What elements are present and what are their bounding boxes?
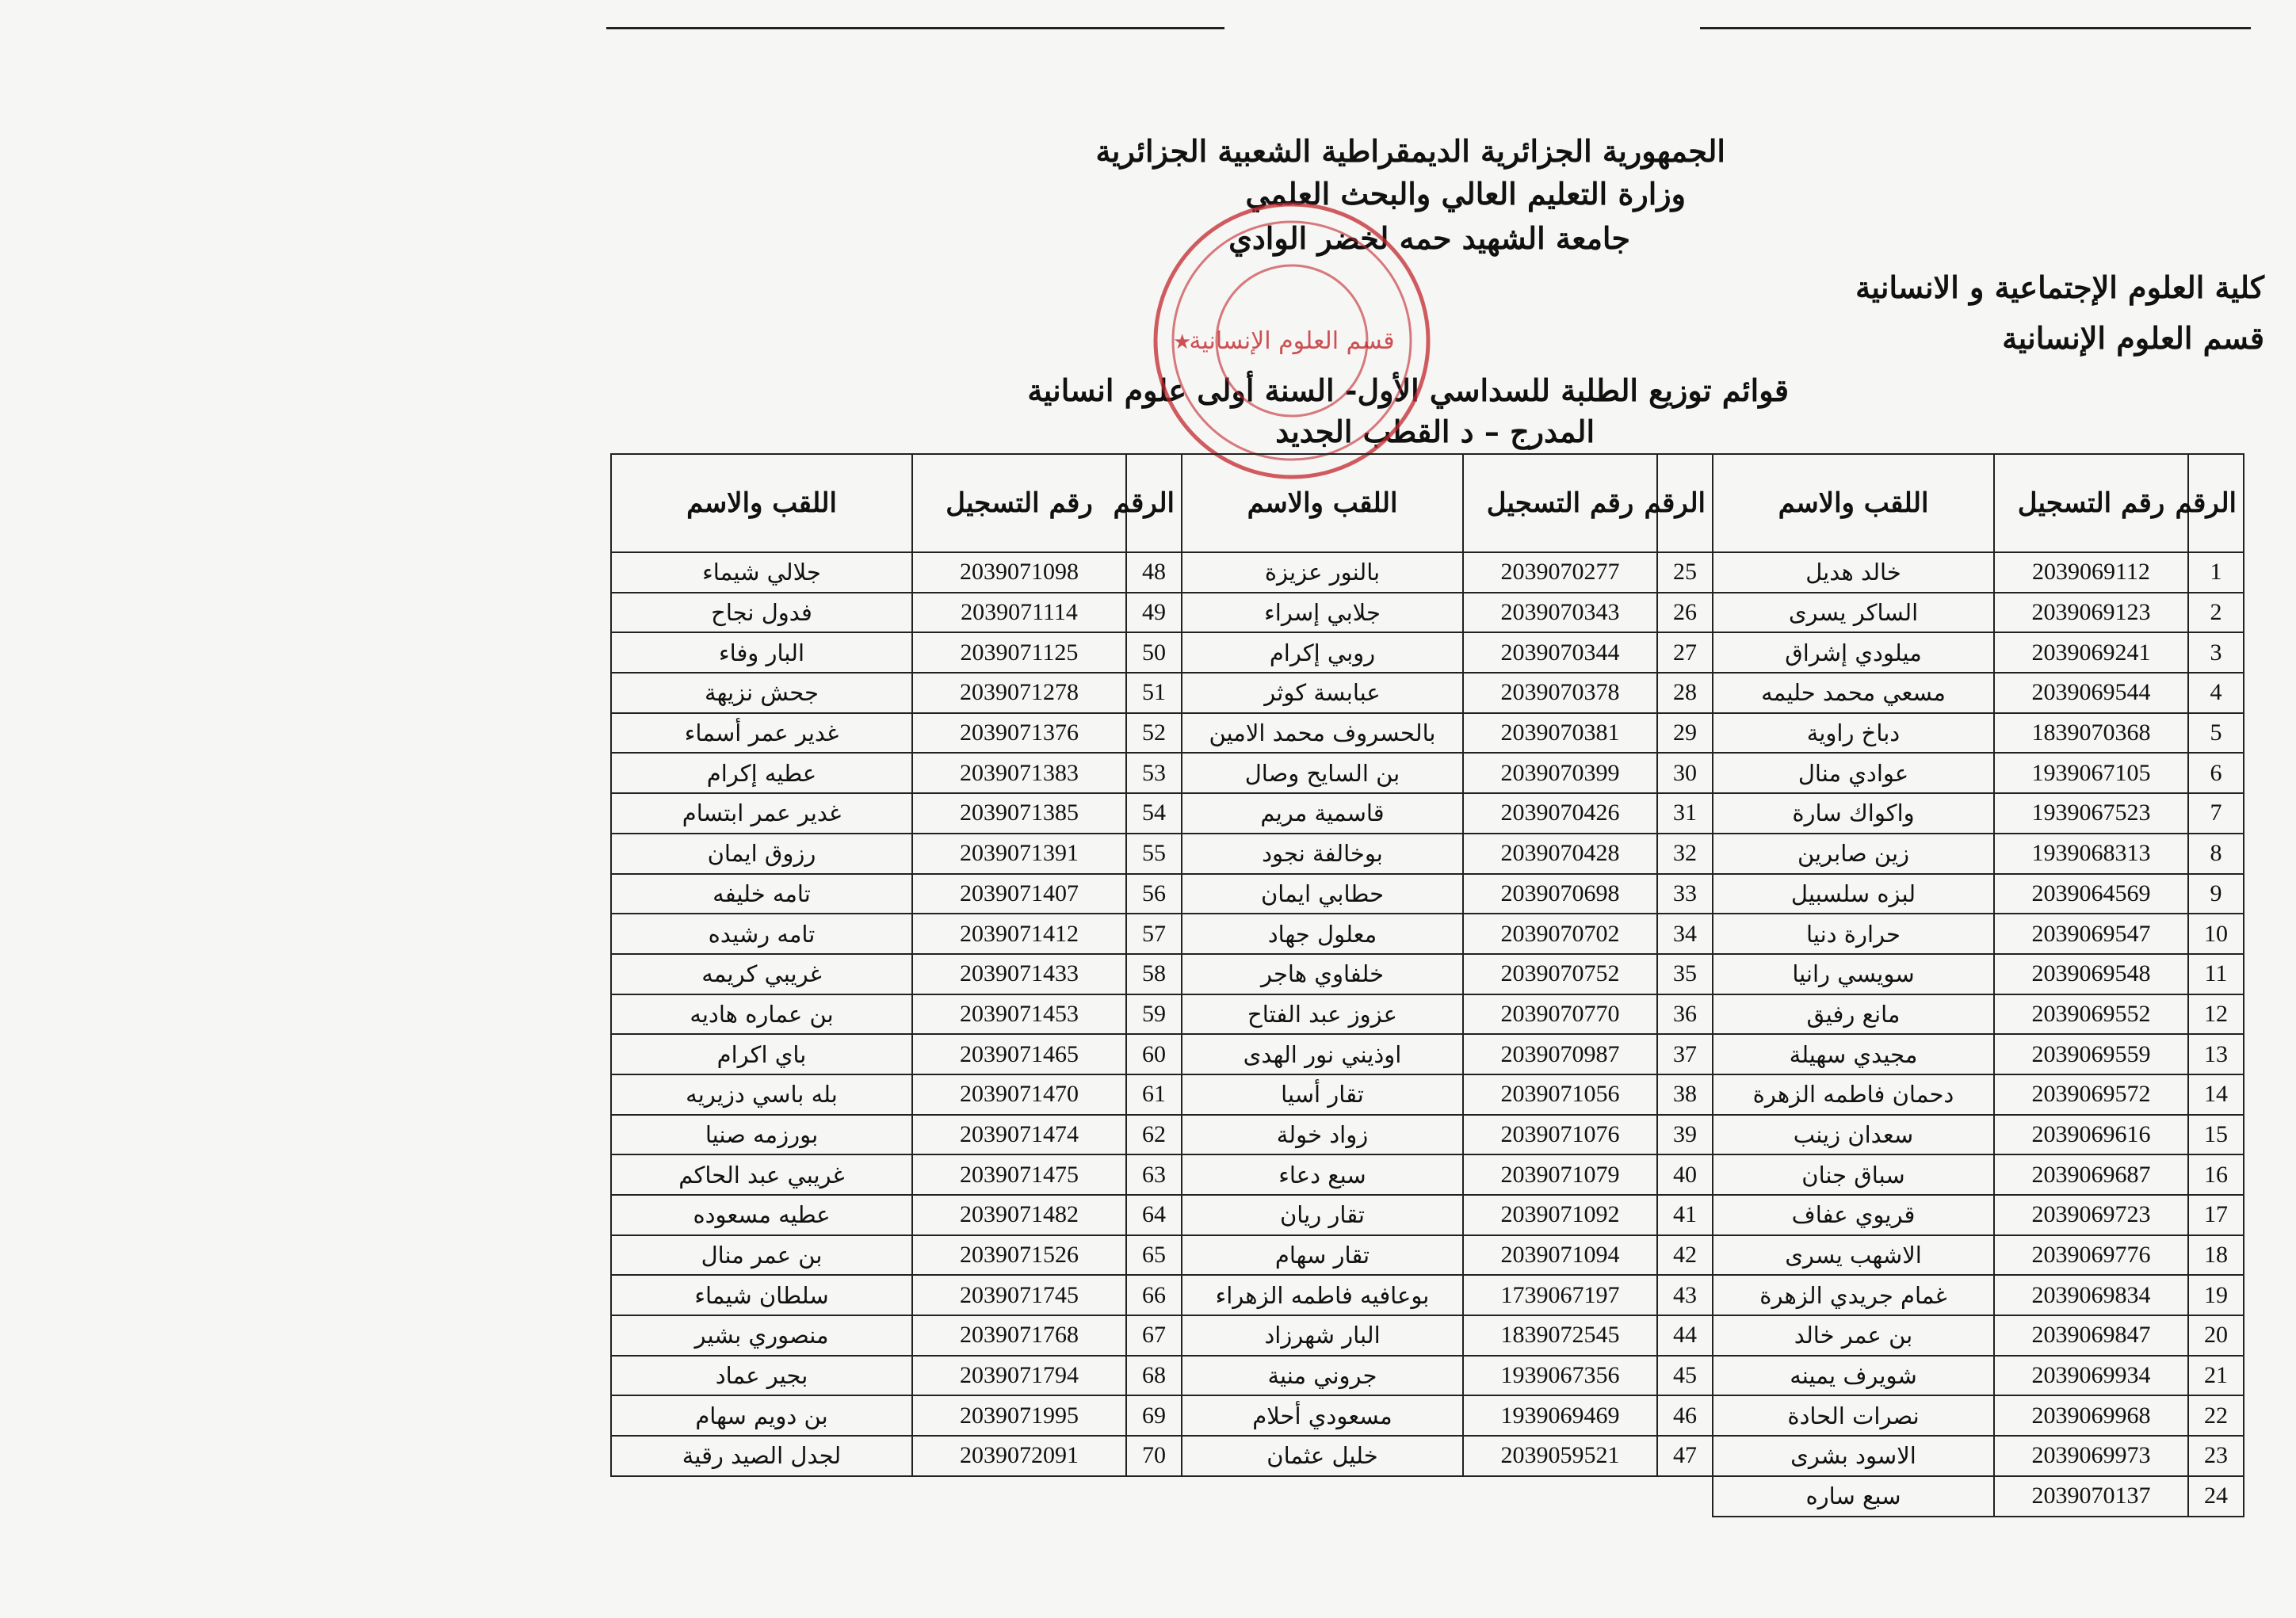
department-stamp (1141, 190, 1442, 491)
student-name: خلفاوي هاجر (1182, 954, 1463, 994)
row-number: 45 (1657, 1356, 1713, 1396)
registration-number: 2039070381 (1463, 713, 1657, 754)
row-number: 59 (1126, 994, 1182, 1035)
student-name: معلول جهاد (1182, 914, 1463, 954)
registration-number: 2039071094 (1463, 1235, 1657, 1276)
student-name: مسعودي أحلام (1182, 1395, 1463, 1436)
empty-cell (1463, 1476, 1657, 1517)
table-row (611, 1034, 2244, 1074)
row-number: 22 (2188, 1395, 2244, 1436)
header-name: اللقب والاسم (1182, 454, 1463, 552)
row-number: 12 (2188, 994, 2244, 1035)
registration-number: 2039069968 (1994, 1395, 2188, 1436)
row-number: 31 (1657, 793, 1713, 834)
registration-number: 2039070277 (1463, 552, 1657, 593)
student-name: خالد هديل (1713, 552, 1994, 593)
registration-number: 2039071114 (912, 593, 1126, 633)
registration-number: 2039070752 (1463, 954, 1657, 994)
row-number: 14 (2188, 1074, 2244, 1115)
row-number: 39 (1657, 1115, 1713, 1155)
registration-number: 2039069559 (1994, 1034, 2188, 1074)
student-name: نصرات الحادة (1713, 1395, 1994, 1436)
student-name: روبي إكرام (1182, 632, 1463, 673)
registration-number: 2039069241 (1994, 632, 2188, 673)
registration-number: 2039071391 (912, 834, 1126, 874)
row-number: 55 (1126, 834, 1182, 874)
student-name: جحش نزيهة (611, 673, 912, 713)
row-number: 5 (2188, 713, 2244, 754)
registration-number: 2039069723 (1994, 1195, 2188, 1235)
header-ministry: وزارة التعليم العالي والبحث العلمي (1245, 176, 1686, 212)
student-name: باي اكرام (611, 1034, 912, 1074)
registration-number: 2039071453 (912, 994, 1126, 1035)
table-row (611, 1154, 2244, 1195)
table-row (611, 1315, 2244, 1356)
empty-cell (1657, 1476, 1713, 1517)
table-row (611, 994, 2244, 1035)
empty-cell (1182, 1476, 1463, 1517)
row-number: 42 (1657, 1235, 1713, 1276)
registration-number: 2039069552 (1994, 994, 2188, 1035)
registration-number: 2039072091 (912, 1436, 1126, 1476)
student-distribution-table (610, 453, 2244, 1517)
student-name: البار وفاء (611, 632, 912, 673)
row-number: 61 (1126, 1074, 1182, 1115)
table-row (611, 1356, 2244, 1396)
row-number: 48 (1126, 552, 1182, 593)
row-number: 27 (1657, 632, 1713, 673)
row-number: 65 (1126, 1235, 1182, 1276)
header-number: الرقم (1126, 454, 1182, 552)
table-header-row (611, 454, 2244, 552)
registration-number: 2039070137 (1994, 1476, 2188, 1517)
registration-number: 2039071092 (1463, 1195, 1657, 1235)
registration-number: 1939069469 (1463, 1395, 1657, 1436)
row-number: 64 (1126, 1195, 1182, 1235)
table-row (611, 914, 2244, 954)
registration-number: 2039071470 (912, 1074, 1126, 1115)
row-number: 70 (1126, 1436, 1182, 1476)
registration-number: 2039070428 (1463, 834, 1657, 874)
registration-number: 1939067105 (1994, 753, 2188, 793)
row-number: 26 (1657, 593, 1713, 633)
student-name: زواد خولة (1182, 1115, 1463, 1155)
registration-number: 2039071474 (912, 1115, 1126, 1155)
student-name: الاشهب يسرى (1713, 1235, 1994, 1276)
table-row (611, 1235, 2244, 1276)
row-number: 35 (1657, 954, 1713, 994)
row-number: 19 (2188, 1275, 2244, 1315)
row-number: 66 (1126, 1275, 1182, 1315)
registration-number: 2039069687 (1994, 1154, 2188, 1195)
student-name: سعدان زينب (1713, 1115, 1994, 1155)
empty-cell (1126, 1476, 1182, 1517)
top-rule-left (606, 27, 1224, 29)
row-number: 44 (1657, 1315, 1713, 1356)
registration-number: 2039071407 (912, 874, 1126, 914)
row-number: 30 (1657, 753, 1713, 793)
row-number: 54 (1126, 793, 1182, 834)
student-name: الاسود بشرى (1713, 1436, 1994, 1476)
student-name: حرارة دنيا (1713, 914, 1994, 954)
registration-number: 2039071526 (912, 1235, 1126, 1276)
table-row (611, 713, 2244, 754)
table-row (611, 673, 2244, 713)
row-number: 38 (1657, 1074, 1713, 1115)
header-faculty: كلية العلوم الإجتماعية و الانسانية (1855, 269, 2264, 305)
student-name: عطيه مسعوده (611, 1195, 912, 1235)
registration-number: 2039071794 (912, 1356, 1126, 1396)
student-name: غدير عمر أسماء (611, 713, 912, 754)
student-name: تقار أسيا (1182, 1074, 1463, 1115)
student-name: ميلودي إشراق (1713, 632, 1994, 673)
student-name: غريبي عبد الحاكم (611, 1154, 912, 1195)
student-name: حطابي ايمان (1182, 874, 1463, 914)
registration-number: 2039070702 (1463, 914, 1657, 954)
registration-number: 2039071385 (912, 793, 1126, 834)
svg-text:★: ★ (1173, 330, 1192, 354)
row-number: 18 (2188, 1235, 2244, 1276)
student-name: الساكر يسرى (1713, 593, 1994, 633)
student-name: خليل عثمان (1182, 1436, 1463, 1476)
student-name: بن عمر خالد (1713, 1315, 1994, 1356)
row-number: 33 (1657, 874, 1713, 914)
row-number: 67 (1126, 1315, 1182, 1356)
registration-number: 2039071433 (912, 954, 1126, 994)
registration-number: 2039069572 (1994, 1074, 2188, 1115)
student-name: قريوي عفاف (1713, 1195, 1994, 1235)
student-name: بن السايح وصال (1182, 753, 1463, 793)
document-title: قوائم توزيع الطلبة للسداسي الأول- السنة أولى علوم انسانية (1027, 372, 1789, 408)
registration-number: 2039071768 (912, 1315, 1126, 1356)
student-name: اوذيني نور الهدى (1182, 1034, 1463, 1074)
empty-cell (912, 1476, 1126, 1517)
student-name: غريبي كريمه (611, 954, 912, 994)
student-name: جلالي شيماء (611, 552, 912, 593)
student-name: بوعافيه فاطمه الزهراء (1182, 1275, 1463, 1315)
row-number: 49 (1126, 593, 1182, 633)
row-number: 69 (1126, 1395, 1182, 1436)
row-number: 13 (2188, 1034, 2244, 1074)
header-university: جامعة الشهيد حمه لخضر الوادي (1228, 220, 1630, 256)
header-number: الرقم (1657, 454, 1713, 552)
registration-number: 2039069112 (1994, 552, 2188, 593)
registration-number: 2039069547 (1994, 914, 2188, 954)
row-number: 8 (2188, 834, 2244, 874)
header-name: اللقب والاسم (611, 454, 912, 552)
header-registration: رقم التسجيل (1994, 454, 2188, 552)
row-number: 41 (1657, 1195, 1713, 1235)
student-name: سبع ساره (1713, 1476, 1994, 1517)
registration-number: 2039069973 (1994, 1436, 2188, 1476)
student-name: عبابسة كوثر (1182, 673, 1463, 713)
header-registration: رقم التسجيل (912, 454, 1126, 552)
row-number: 24 (2188, 1476, 2244, 1517)
student-name: غمام جريدي الزهرة (1713, 1275, 1994, 1315)
registration-number: 2039070343 (1463, 593, 1657, 633)
table-row (611, 793, 2244, 834)
student-name: بن عماره هاديه (611, 994, 912, 1035)
row-number: 62 (1126, 1115, 1182, 1155)
table-row (611, 632, 2244, 673)
row-number: 4 (2188, 673, 2244, 713)
student-name: سبع دعاء (1182, 1154, 1463, 1195)
student-name: واكواك سارة (1713, 793, 1994, 834)
student-name: بن عمر منال (611, 1235, 912, 1276)
registration-number: 2039064569 (1994, 874, 2188, 914)
registration-number: 1939067523 (1994, 793, 2188, 834)
table-row (611, 1074, 2244, 1115)
registration-number: 2039071465 (912, 1034, 1126, 1074)
registration-number: 2039071278 (912, 673, 1126, 713)
student-name: سباق جنان (1713, 1154, 1994, 1195)
student-name: عطيه إكرام (611, 753, 912, 793)
row-number: 68 (1126, 1356, 1182, 1396)
row-number: 28 (1657, 673, 1713, 713)
table-row (611, 1436, 2244, 1476)
student-name: بوخالفة نجود (1182, 834, 1463, 874)
registration-number: 2039071482 (912, 1195, 1126, 1235)
registration-number: 2039071412 (912, 914, 1126, 954)
table-row (611, 1115, 2244, 1155)
row-number: 53 (1126, 753, 1182, 793)
row-number: 47 (1657, 1436, 1713, 1476)
row-number: 57 (1126, 914, 1182, 954)
row-number: 34 (1657, 914, 1713, 954)
registration-number: 2039071098 (912, 552, 1126, 593)
student-name: تقار سهام (1182, 1235, 1463, 1276)
empty-cell (611, 1476, 912, 1517)
row-number: 1 (2188, 552, 2244, 593)
student-name: فدول نجاح (611, 593, 912, 633)
student-name: بورزمه صنيا (611, 1115, 912, 1155)
student-name: منصوري بشير (611, 1315, 912, 1356)
row-number: 3 (2188, 632, 2244, 673)
table-row (611, 753, 2244, 793)
student-name: شويرف يمينه (1713, 1356, 1994, 1396)
student-name: دحمان فاطمه الزهرة (1713, 1074, 1994, 1115)
row-number: 58 (1126, 954, 1182, 994)
student-name: دباخ راوية (1713, 713, 1994, 754)
student-name: مسعي محمد حليمه (1713, 673, 1994, 713)
registration-number: 2039071079 (1463, 1154, 1657, 1195)
row-number: 20 (2188, 1315, 2244, 1356)
row-number: 50 (1126, 632, 1182, 673)
student-name: سلطان شيماء (611, 1275, 912, 1315)
row-number: 52 (1126, 713, 1182, 754)
registration-number: 2039069834 (1994, 1275, 2188, 1315)
student-name: عزوز عبد الفتاح (1182, 994, 1463, 1035)
registration-number: 1739067197 (1463, 1275, 1657, 1315)
registration-number: 1839072545 (1463, 1315, 1657, 1356)
registration-number: 1839070368 (1994, 713, 2188, 754)
registration-number: 2039059521 (1463, 1436, 1657, 1476)
registration-number: 2039071995 (912, 1395, 1126, 1436)
student-name: جروني منية (1182, 1356, 1463, 1396)
student-name: بن دويم سهام (611, 1395, 912, 1436)
registration-number: 2039070378 (1463, 673, 1657, 713)
row-number: 17 (2188, 1195, 2244, 1235)
student-name: تقار ريان (1182, 1195, 1463, 1235)
registration-number: 2039071056 (1463, 1074, 1657, 1115)
header-registration: رقم التسجيل (1463, 454, 1657, 552)
registration-number: 2039070426 (1463, 793, 1657, 834)
header-name: اللقب والاسم (1713, 454, 1994, 552)
row-number: 10 (2188, 914, 2244, 954)
student-name: بالحسروف محمد الامين (1182, 713, 1463, 754)
student-name: رزوق ايمان (611, 834, 912, 874)
row-number: 43 (1657, 1275, 1713, 1315)
table-row (611, 1476, 2244, 1517)
student-name: لجدل الصيد رقية (611, 1436, 912, 1476)
row-number: 25 (1657, 552, 1713, 593)
table-row (611, 593, 2244, 633)
row-number: 36 (1657, 994, 1713, 1035)
document-subtitle: المدرج – د القطب الجديد (1275, 414, 1595, 449)
row-number: 6 (2188, 753, 2244, 793)
student-name: قاسمية مريم (1182, 793, 1463, 834)
registration-number: 2039071376 (912, 713, 1126, 754)
student-name: جلابي إسراء (1182, 593, 1463, 633)
registration-number: 2039070987 (1463, 1034, 1657, 1074)
row-number: 21 (2188, 1356, 2244, 1396)
table-row (611, 1395, 2244, 1436)
row-number: 63 (1126, 1154, 1182, 1195)
header-number: الرقم (2188, 454, 2244, 552)
student-name: بالنور عزيزة (1182, 552, 1463, 593)
row-number: 46 (1657, 1395, 1713, 1436)
student-name: غدير عمر ابتسام (611, 793, 912, 834)
registration-number: 2039071076 (1463, 1115, 1657, 1155)
row-number: 56 (1126, 874, 1182, 914)
student-name: زين صابرين (1713, 834, 1994, 874)
registration-number: 1939067356 (1463, 1356, 1657, 1396)
student-name: مجيدي سهيلة (1713, 1034, 1994, 1074)
stamp-center-text: قسم العلوم الإنسانية (1189, 327, 1395, 355)
table-row (611, 1195, 2244, 1235)
registration-number: 2039070770 (1463, 994, 1657, 1035)
row-number: 15 (2188, 1115, 2244, 1155)
registration-number: 2039069616 (1994, 1115, 2188, 1155)
table-row (611, 954, 2244, 994)
registration-number: 2039071475 (912, 1154, 1126, 1195)
row-number: 23 (2188, 1436, 2244, 1476)
registration-number: 2039069934 (1994, 1356, 2188, 1396)
registration-number: 2039069123 (1994, 593, 2188, 633)
registration-number: 2039071745 (912, 1275, 1126, 1315)
registration-number: 2039070399 (1463, 753, 1657, 793)
row-number: 9 (2188, 874, 2244, 914)
row-number: 29 (1657, 713, 1713, 754)
table-row (611, 1275, 2244, 1315)
student-name: البار شهرزاد (1182, 1315, 1463, 1356)
row-number: 60 (1126, 1034, 1182, 1074)
student-name: بجير عماد (611, 1356, 912, 1396)
header-republic: الجمهورية الجزائرية الديمقراطية الشعبية الجزائرية (1095, 133, 1725, 169)
top-rule-right (1700, 27, 2251, 29)
student-name: عوادي منال (1713, 753, 1994, 793)
registration-number: 2039069548 (1994, 954, 2188, 994)
row-number: 2 (2188, 593, 2244, 633)
row-number: 37 (1657, 1034, 1713, 1074)
header-department: قسم العلوم الإنسانية (2002, 320, 2264, 356)
registration-number: 2039069847 (1994, 1315, 2188, 1356)
student-name: لبزه سلسبيل (1713, 874, 1994, 914)
table-row (611, 552, 2244, 593)
student-name: تامه رشيده (611, 914, 912, 954)
student-name: مانع رفيق (1713, 994, 1994, 1035)
registration-number: 2039069544 (1994, 673, 2188, 713)
registration-number: 1939068313 (1994, 834, 2188, 874)
table-row (611, 834, 2244, 874)
registration-number: 2039071125 (912, 632, 1126, 673)
student-name: سويسي رانيا (1713, 954, 1994, 994)
registration-number: 2039070344 (1463, 632, 1657, 673)
row-number: 40 (1657, 1154, 1713, 1195)
row-number: 7 (2188, 793, 2244, 834)
table-row (611, 874, 2244, 914)
registration-number: 2039070698 (1463, 874, 1657, 914)
row-number: 16 (2188, 1154, 2244, 1195)
student-name: بله باسي دزيريه (611, 1074, 912, 1115)
row-number: 32 (1657, 834, 1713, 874)
student-name: تامه خليفه (611, 874, 912, 914)
registration-number: 2039069776 (1994, 1235, 2188, 1276)
row-number: 51 (1126, 673, 1182, 713)
registration-number: 2039071383 (912, 753, 1126, 793)
row-number: 11 (2188, 954, 2244, 994)
